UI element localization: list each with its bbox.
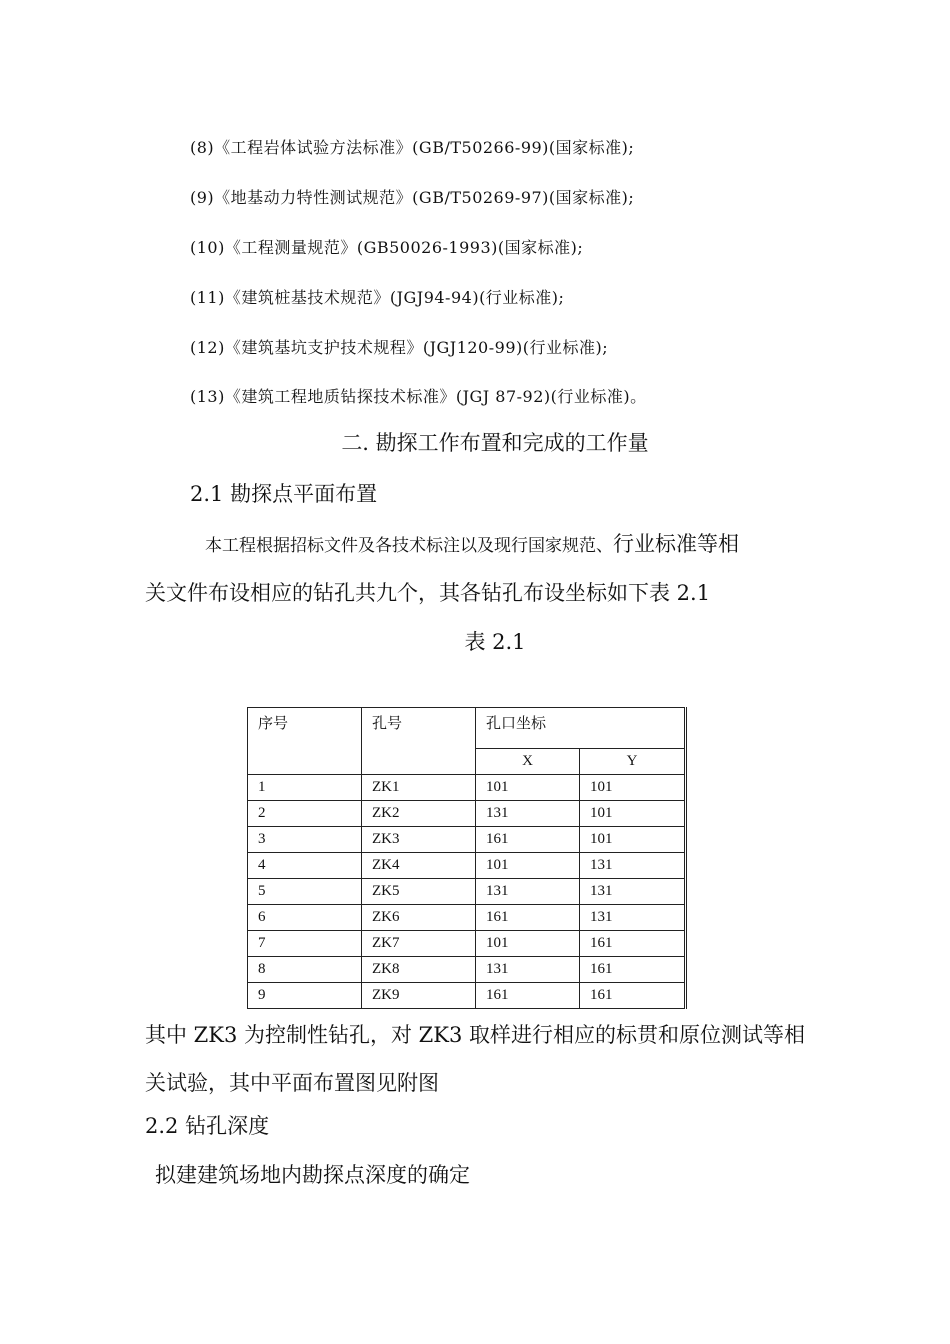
- cell-y: 131: [580, 879, 686, 905]
- cell-hole: ZK2: [362, 801, 476, 827]
- header-hole: 孔号: [362, 708, 476, 775]
- reference-item-13: (13)《建筑工程地质钻探技术标准》(JGJ 87-92)(行业标准)。: [190, 387, 647, 406]
- cell-y: 161: [580, 931, 686, 957]
- cell-index: 8: [248, 957, 362, 983]
- section-title: 二. 勘探工作布置和完成的工作量: [341, 431, 649, 455]
- cell-y: 101: [580, 775, 686, 801]
- cell-index: 3: [248, 827, 362, 853]
- reference-item-11: (11)《建筑桩基技术规范》(JGJ94-94)(行业标准);: [190, 288, 565, 307]
- cell-x: 131: [476, 957, 580, 983]
- cell-index: 9: [248, 983, 362, 1009]
- cell-index: 5: [248, 879, 362, 905]
- header-index: 序号: [248, 708, 362, 775]
- table-row: [248, 905, 686, 931]
- cell-x: 161: [476, 983, 580, 1009]
- intro-line-1-small: 本工程根据招标文件及各技术标注以及现行国家规范、: [205, 536, 613, 556]
- cell-hole: ZK6: [362, 905, 476, 931]
- cell-hole: ZK7: [362, 931, 476, 957]
- intro-line-1-large: 行业标准等相: [613, 532, 739, 556]
- header-coordinates: 孔口坐标: [476, 708, 686, 749]
- cell-hole: ZK8: [362, 957, 476, 983]
- intro-line-2: 关文件布设相应的钻孔共九个，其各钻孔布设坐标如下表 2.1: [145, 581, 711, 605]
- table-header-row: [248, 708, 686, 749]
- cell-x: 131: [476, 879, 580, 905]
- table-caption: 表 2.1: [464, 630, 526, 654]
- cell-y: 131: [580, 853, 686, 879]
- cell-x: 131: [476, 801, 580, 827]
- cell-x: 101: [476, 931, 580, 957]
- cell-x: 101: [476, 853, 580, 879]
- cell-hole: ZK1: [362, 775, 476, 801]
- table-row: [248, 957, 686, 983]
- cell-index: 1: [248, 775, 362, 801]
- reference-item-9: (9)《地基动力特性测试规范》(GB/T50269-97)(国家标准);: [190, 188, 635, 207]
- cell-x: 101: [476, 775, 580, 801]
- cell-y: 101: [580, 827, 686, 853]
- header-y: Y: [580, 749, 686, 775]
- cell-y: 131: [580, 905, 686, 931]
- after-table-line-2: 关试验，其中平面布置图见附图: [145, 1071, 439, 1095]
- table-row: [248, 879, 686, 905]
- cell-index: 2: [248, 801, 362, 827]
- cell-hole: ZK9: [362, 983, 476, 1009]
- cell-y: 161: [580, 983, 686, 1009]
- cell-hole: ZK4: [362, 853, 476, 879]
- cell-y: 101: [580, 801, 686, 827]
- table-row: [248, 775, 686, 801]
- cell-hole: ZK5: [362, 879, 476, 905]
- table-row: [248, 983, 686, 1009]
- reference-item-10: (10)《工程测量规范》(GB50026-1993)(国家标准);: [190, 238, 584, 257]
- cell-index: 4: [248, 853, 362, 879]
- cell-y: 161: [580, 957, 686, 983]
- reference-item-8: (8)《工程岩体试验方法标准》(GB/T50266-99)(国家标准);: [190, 138, 635, 157]
- table-row: [248, 827, 686, 853]
- table-row: [248, 853, 686, 879]
- coordinates-table: [247, 707, 687, 1009]
- subsection-title-2-1: 2.1 勘探点平面布置: [190, 482, 378, 506]
- header-x: X: [476, 749, 580, 775]
- table-row: [248, 931, 686, 957]
- cell-hole: ZK3: [362, 827, 476, 853]
- reference-item-12: (12)《建筑基坑支护技术规程》(JGJ120-99)(行业标准);: [190, 338, 609, 357]
- depth-description: 拟建建筑场地内勘探点深度的确定: [155, 1163, 470, 1187]
- after-table-line-1: 其中 ZK3 为控制性钻孔，对 ZK3 取样进行相应的标贯和原位测试等相: [145, 1023, 805, 1047]
- subsection-title-2-2: 2.2 钻孔深度: [145, 1114, 270, 1138]
- cell-index: 7: [248, 931, 362, 957]
- intro-line-1: [205, 528, 739, 558]
- table-row: [248, 801, 686, 827]
- cell-x: 161: [476, 905, 580, 931]
- cell-x: 161: [476, 827, 580, 853]
- cell-index: 6: [248, 905, 362, 931]
